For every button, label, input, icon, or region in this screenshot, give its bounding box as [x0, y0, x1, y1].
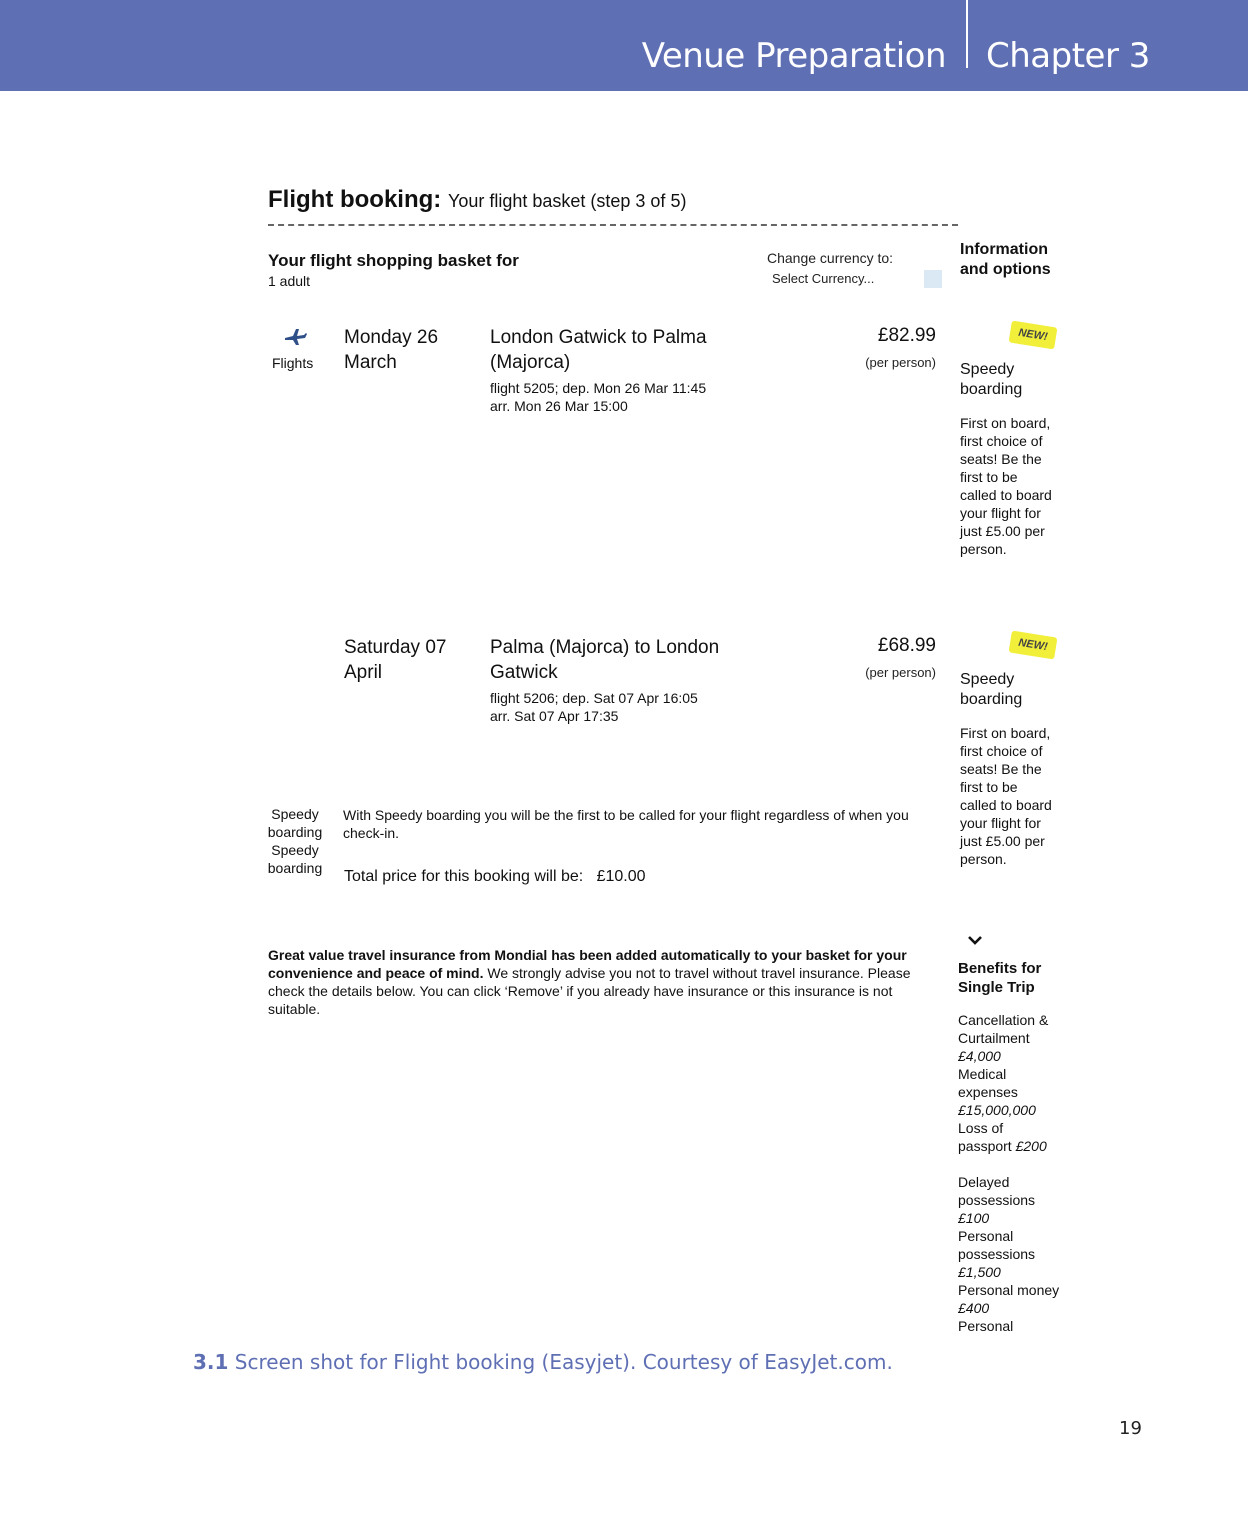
header-chapter-title: Chapter 3: [986, 36, 1150, 76]
currency-select[interactable]: Select Currency...: [772, 271, 875, 286]
info-options-header: Information and options: [960, 241, 1051, 278]
benefit-value: £100: [958, 1210, 990, 1226]
flight-price-note: (per person): [865, 665, 936, 680]
benefit-item: [958, 1011, 1060, 1065]
benefit-value: £400: [958, 1300, 990, 1316]
new-badge: NEW!: [1009, 321, 1058, 350]
speedy-boarding-note: With Speedy boarding you will be the first to be called for your flight regardless of when you check-in.: [343, 807, 909, 841]
chevron-down-icon[interactable]: [966, 934, 984, 946]
benefits-list: [958, 1011, 1060, 1335]
benefit-label: Personal money: [958, 1282, 1060, 1298]
speedy-boarding-option-desc: First on board, first choice of seats! Be the first to be called to board your flight for just £5.00 per person.: [960, 725, 1052, 867]
flight-arrival: arr. Mon 26 Mar 15:00: [490, 398, 628, 414]
booking-step-subtitle: Your flight basket (step 3 of 5): [447, 191, 687, 211]
benefit-label: Medical expenses: [958, 1066, 1018, 1100]
plane-icon: [283, 327, 307, 347]
flight-date: Monday 26 March: [344, 327, 439, 373]
page-number: 19: [1119, 1418, 1142, 1439]
flight-date: Saturday 07 April: [344, 637, 447, 683]
benefit-item: [958, 1281, 1060, 1317]
benefit-item: [958, 1227, 1060, 1281]
benefits-header: Benefits for Single Trip: [958, 960, 1042, 996]
figure-caption: [193, 1350, 893, 1374]
insurance-notice-bold: Great value travel insurance from Mondial has been added automatically to your basket for your convenience and peace of mind.: [268, 947, 907, 981]
speedy-boarding-option-title[interactable]: Speedy boarding: [960, 671, 1023, 708]
speedy-boarding-option-desc: First on board, first choice of seats! Be the first to be called to board your flight for just £5.00 per person.: [960, 415, 1052, 557]
benefit-value: £200: [1015, 1138, 1047, 1154]
total-price-label: Total price for this booking will be:: [344, 868, 584, 885]
benefit-label: Loss of passport: [958, 1120, 1012, 1154]
benefit-item: [958, 1173, 1060, 1227]
benefit-label: Personal possessions: [958, 1228, 1036, 1262]
speedy-boarding-side-label: Speedy boarding Speedy boarding: [267, 806, 323, 876]
insurance-notice-text: We strongly advise you not to travel without travel insurance. Please check the details below. You can click ‘Remove’ if you already have insurance or this insurance is not suitable.: [268, 965, 911, 1017]
benefit-value: £15,000,000: [958, 1102, 1036, 1118]
benefit-value: £4,000: [958, 1048, 1001, 1064]
flights-label: Flights: [272, 355, 314, 371]
benefit-label: Cancellation & Curtailment: [958, 1012, 1049, 1046]
basket-passengers: 1 adult: [268, 273, 311, 289]
benefit-item: [958, 1317, 1060, 1335]
benefit-label: Delayed possessions: [958, 1174, 1036, 1208]
booking-title: [268, 186, 686, 214]
flight-departure: flight 5206; dep. Sat 07 Apr 16:05: [490, 690, 698, 706]
insurance-notice: [268, 946, 940, 1018]
title-dashed-rule: [268, 224, 958, 226]
flight-price-note: (per person): [865, 355, 936, 370]
new-badge: NEW!: [1009, 631, 1058, 660]
speedy-boarding-option-title[interactable]: Speedy boarding: [960, 361, 1023, 398]
figure-caption-text: Screen shot for Flight booking (Easyjet). Courtesy of EasyJet.com.: [234, 1350, 893, 1374]
benefit-label: Personal: [958, 1318, 1014, 1334]
flight-route: Palma (Majorca) to London Gatwick: [490, 637, 720, 683]
flight-route: London Gatwick to Palma (Majorca): [490, 327, 707, 373]
figure-number: 3.1: [193, 1350, 229, 1374]
flight-price: £82.99: [877, 325, 936, 346]
total-price-line: [344, 868, 646, 886]
benefit-item: [958, 1065, 1060, 1119]
basket-title: Your flight shopping basket for: [268, 251, 519, 270]
benefit-value: £1,500: [958, 1264, 1001, 1280]
header-section-title: Venue Preparation: [641, 36, 946, 76]
flight-arrival: arr. Sat 07 Apr 17:35: [490, 708, 619, 724]
benefit-spacer: [958, 1155, 1060, 1173]
currency-label: Change currency to:: [767, 250, 894, 266]
flight-departure: flight 5205; dep. Mon 26 Mar 11:45: [490, 380, 707, 396]
flight-price: £68.99: [877, 635, 936, 656]
total-price-value: £10.00: [596, 868, 646, 885]
booking-title-main: Flight booking:: [268, 186, 442, 213]
benefit-item: [958, 1119, 1060, 1155]
currency-select-button[interactable]: [924, 270, 942, 288]
